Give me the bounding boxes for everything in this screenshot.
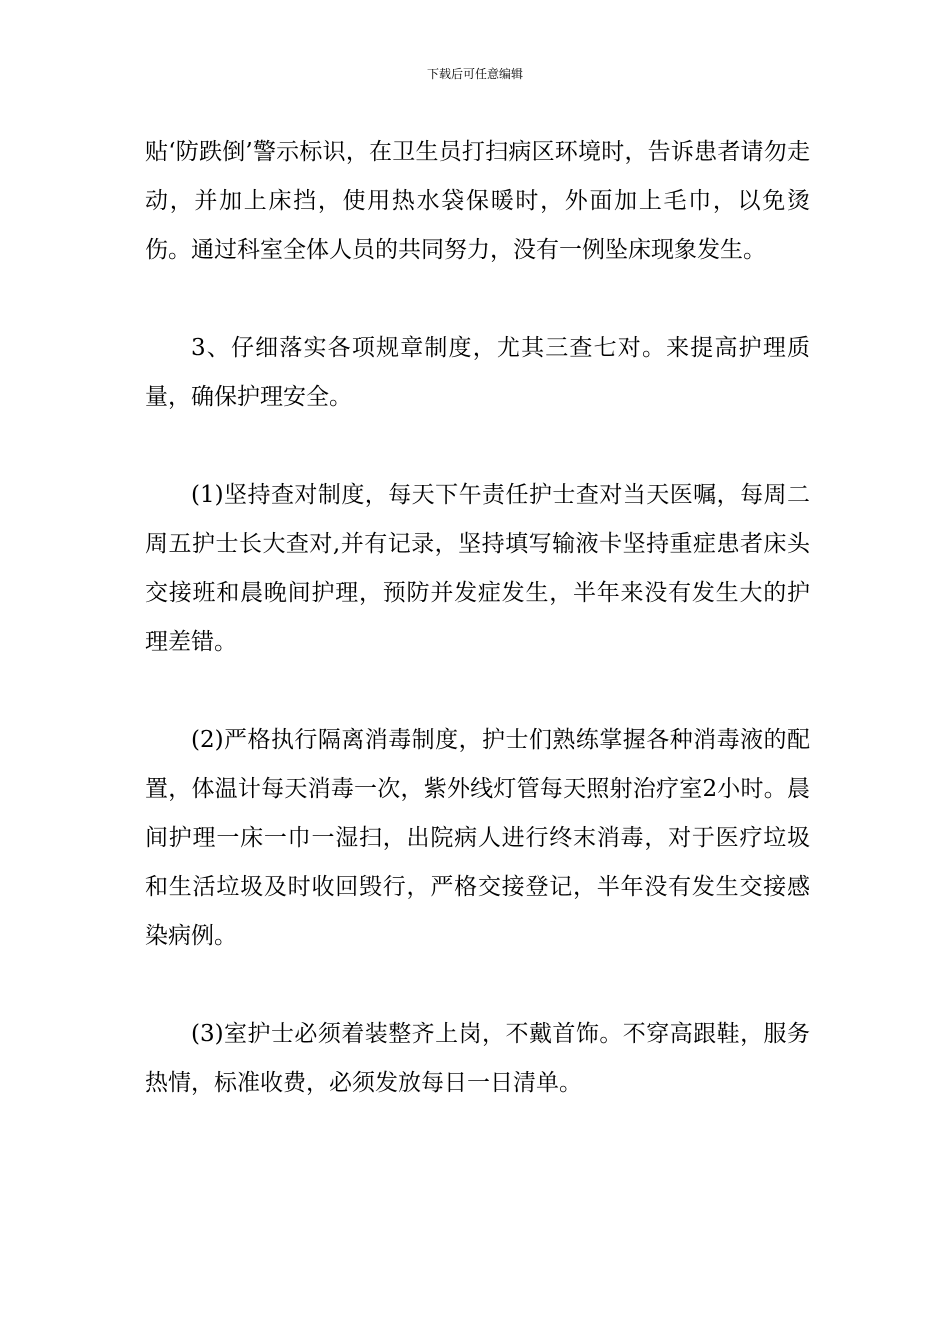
paragraph-fall-prevention: 贴‘防跌倒’警示标识，在卫生员打扫病区环境时，告诉患者请勿走动，并加上床挡，使用热水袋保暖时，外面加上毛巾，以免烫伤。通过科室全体人员的共同努力，没有一例坠床现象发生。	[145, 139, 810, 263]
paragraph-rules-section-3: 3、仔细落实各项规章制度，尤其三查七对。来提高护理质量，确保护理安全。	[145, 335, 810, 410]
paragraph-item-1-check-system: (1)坚持查对制度，每天下午责任护士查对当天医嘱，每周二周五护士长大查对,并有记录，坚持填写输液卡坚持重症患者床头交接班和晨晚间护理，预防并发症发生，半年来没有发生大的护理差错。	[145, 482, 810, 655]
paragraph-item-2-disinfection: (2)严格执行隔离消毒制度，护士们熟练掌握各种消毒液的配置，体温计每天消毒一次，紫外线灯管每天照射治疗室2小时。晨间护理一床一巾一湿扫，出院病人进行终末消毒，对于医疗垃圾和生活垃圾及时收回毁行，严格交接登记，半年没有发生交接感染病例。	[145, 727, 810, 949]
page-header-note: 下载后可任意编辑	[426, 67, 523, 81]
paragraph-item-3-dress-code: (3)室护士必须着装整齐上岗，不戴首饰。不穿高跟鞋，服务热情，标准收费，必须发放每日一日清单。	[145, 1021, 810, 1096]
document-body	[145, 128, 810, 1108]
